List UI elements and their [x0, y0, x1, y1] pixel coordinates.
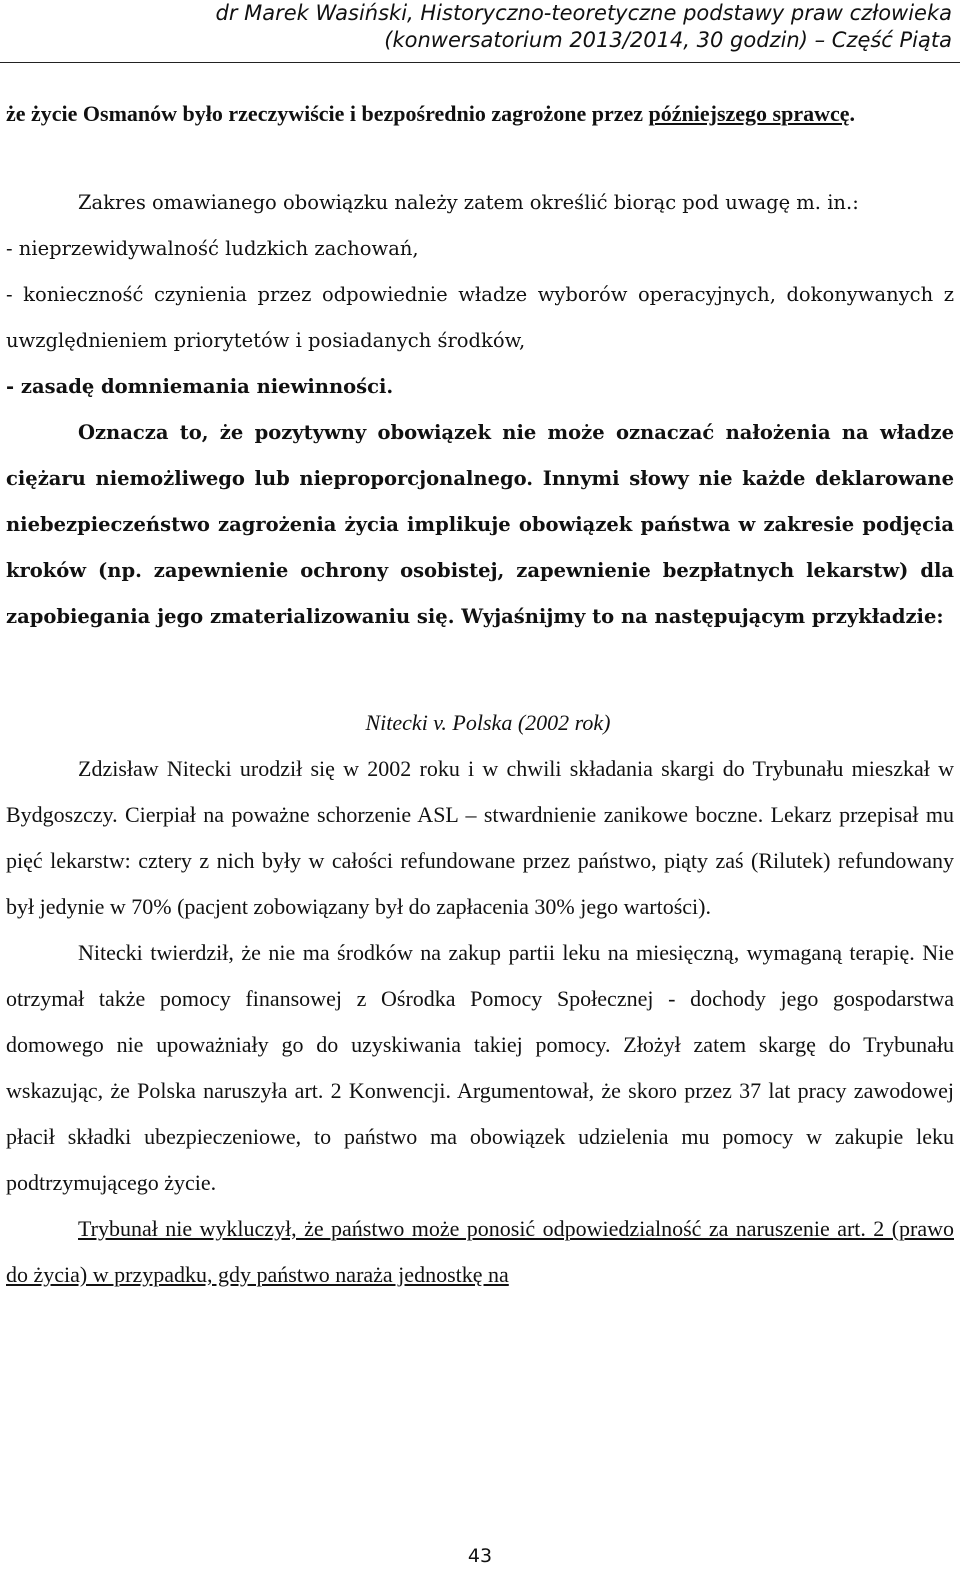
spacer [6, 640, 954, 700]
paragraph-2: Zakres omawianego obowiązku należy zatem określić biorąc pod uwagę m. in.: [78, 191, 859, 214]
list-item: - nieprzewidywalność ludzkich zachowań, [6, 237, 419, 260]
paragraph-4: Zdzisław Nitecki urodził się w 2002 roku i w chwili składania skargi do Trybunału mieszkał w Bydgoszczy. Cierpiał na poważne schorzenie ASL – stwardnienie zanikowe boczne. Lekarz przepisał mu pięć lekarstw: cztery z nich były w całości refundowane przez państwo, piąty zaś (Rilutek) refundowany był jedynie w 70% (pacjent zobowiązany był do zapłacenia 30% jego wartości). [6, 756, 954, 919]
case-title: Nitecki v. Polska (2002 rok) [365, 710, 611, 735]
header-line-1: dr Marek Wasiński, Historyczno-teoretyczne podstawy praw człowieka [215, 1, 952, 25]
page-header [0, 0, 960, 60]
paragraph-3: Oznacza to, że pozytywny obowiązek nie może oznaczać nałożenia na władze ciężaru niemożliwego lub nieproporcjonalnego. Innymi słowy nie każde deklarowane niebezpieczeństwo zagrożenia życia implikuje obowiązek państwa w zakresie podjęcia kroków (np. zapewnienie ochrony osobistej, zapewnienie bezpłatnych lekarstw) dla zapobiegania jego zmaterializowaniu się. Wyjaśnijmy to na następującym przykładzie: [6, 421, 954, 628]
paragraph-1-underlined: późniejszego sprawcę [648, 101, 850, 126]
header-line-2: (konwersatorium 2013/2014, 30 godzin) – Część Piąta [384, 28, 952, 52]
page-content [6, 92, 954, 1298]
paragraph-5: Nitecki twierdził, że nie ma środków na zakup partii leku na miesięczną, wymaganą terapię. Nie otrzymał także pomocy finansowej z Ośrodka Pomocy Społecznej - dochody jego gospodarstwa domowego nie upoważniały go do uzyskiwania takiej pomocy. Złożył zatem skargę do Trybunału wskazując, że Polska naruszyła art. 2 Konwencji. Argumentował, że skoro przez 37 lat pracy zawodowej płacił składki ubezpieczeniowe, to państwo ma obowiązek udzielenia mu pomocy w zakupie leku podtrzymującego życie. [6, 940, 954, 1195]
paragraph-1 [6, 92, 954, 136]
paragraph-1-text: że życie Osmanów było rzeczywiście i bezpośrednio zagrożone przez [6, 101, 649, 126]
paragraph-6: Trybunał nie wykluczył, że państwo może ponosić odpowiedzialność za naruszenie art. 2 (prawo do życia) w przypadku, gdy państwo naraża jednostkę na [6, 1216, 954, 1287]
list-item: - konieczność czynienia przez odpowiednie władze wyborów operacyjnych, dokonywanych z uwzględnieniem priorytetów i posiadanych środków, [6, 283, 954, 352]
spacer [6, 136, 954, 180]
paragraph-1-end: . [849, 101, 856, 126]
page-number: 43 [467, 1545, 493, 1567]
header-rule [0, 62, 960, 63]
list-item: - zasadę domniemania niewinności. [6, 375, 394, 398]
